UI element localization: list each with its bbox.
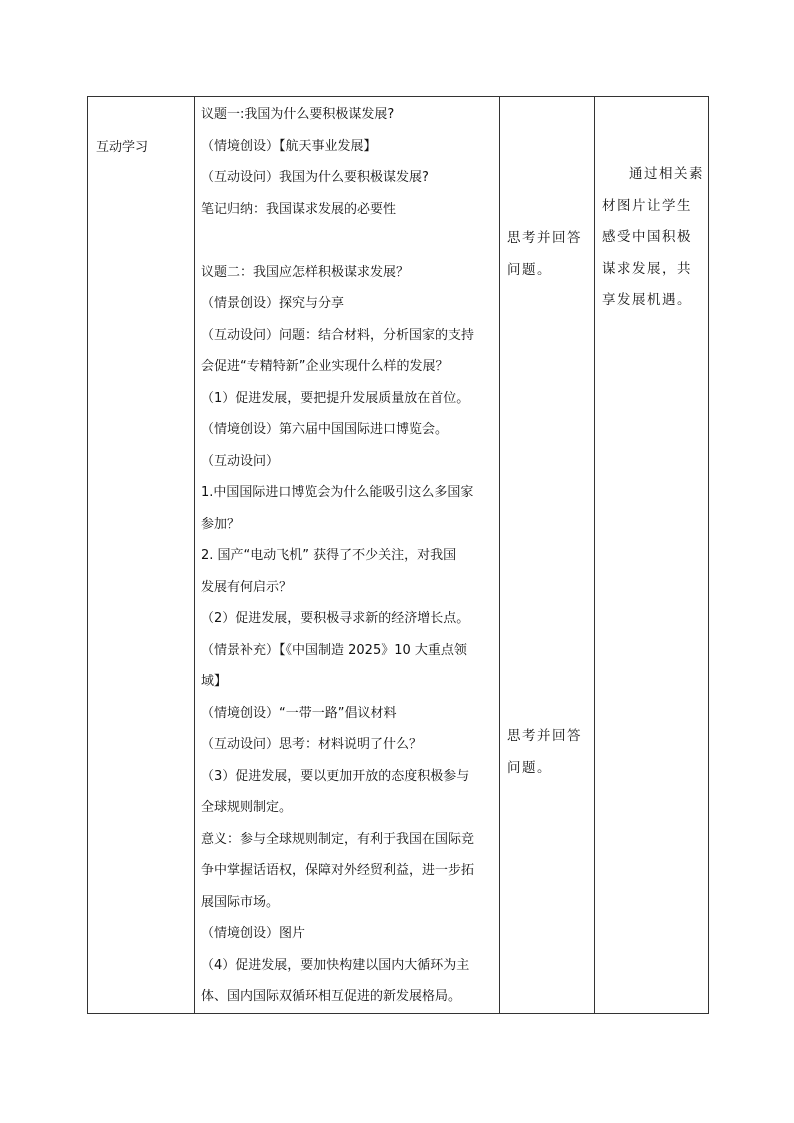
content-line: （情境创设）“一带一路”倡议材料 xyxy=(201,705,397,721)
content-line: （互动设问）思考：材料说明了什么？ xyxy=(201,737,423,752)
content-line: （情景创设）探究与分享 xyxy=(201,296,345,311)
row-label: 互动学习 xyxy=(96,140,149,155)
content-line: （互动设问）问题：结合材料，分析国家的支持 xyxy=(201,327,475,343)
content-line: 议题二：我国应怎样积极谋求发展？ xyxy=(201,264,410,280)
lesson-plan-table xyxy=(87,96,709,1014)
content-line: （互动设问） xyxy=(201,453,280,469)
content-line: 全球规则制定。 xyxy=(201,800,293,815)
content-line: （情景补充）【《中国制造 2025》10 大重点领 xyxy=(201,642,467,658)
teacher-activity-cell xyxy=(195,97,500,1014)
content-line: 体、国内国际双循环相互促进的新发展格局。 xyxy=(201,989,462,1004)
student-activity-text-1: 思考并回答问题。 xyxy=(507,230,582,278)
content-line: 展国际市场。 xyxy=(201,894,280,910)
content-line: 争中掌握话语权，保障对外经贸利益，进一步拓 xyxy=(201,863,475,878)
content-line: （情境创设）【航天事业发展】 xyxy=(201,138,377,154)
content-line: （2）促进发展，要积极寻求新的经济增长点。 xyxy=(201,611,470,626)
content-line: 2. 国产“电动飞机” 获得了不少关注，对我国 xyxy=(201,548,457,563)
content-line: 1.中国国际进口博览会为什么能吸引这么多国家 xyxy=(201,485,474,500)
content-line: 笔记归纳：我国谋求发展的必要性 xyxy=(201,201,397,217)
design-intent-text: 通过相关素材图片让学生感受中国积极谋求发展，共享发展机遇。 xyxy=(602,166,704,308)
design-intent-cell xyxy=(595,97,709,1014)
content-line: （互动设问）我国为什么要积极谋发展? xyxy=(201,170,429,185)
content-line: 域】 xyxy=(201,674,228,689)
content-line: （4）促进发展，要加快构建以国内大循环为主 xyxy=(201,957,470,973)
student-activity-text-2: 思考并回答问题。 xyxy=(507,728,582,776)
content-line: 会促进“专精特新”企业实现什么样的发展？ xyxy=(201,359,449,374)
blank-line xyxy=(201,225,494,257)
table-row xyxy=(88,97,709,1014)
content-line: （3）促进发展，要以更加开放的态度积极参与 xyxy=(201,768,470,784)
content-line: 发展有何启示？ xyxy=(201,579,293,595)
content-line: （1）促进发展，要把提升发展质量放在首位。 xyxy=(201,390,470,406)
student-activity-cell xyxy=(500,97,595,1014)
content-line: 参加？ xyxy=(201,516,241,532)
content-line: （情境创设）第六届中国国际进口博览会。 xyxy=(201,422,449,437)
teacher-activity-lines xyxy=(201,99,494,1013)
row-label-cell xyxy=(88,97,195,1014)
content-line: （情境创设）图片 xyxy=(201,926,306,941)
content-line: 意义：参与全球规则制定，有利于我国在国际竞 xyxy=(201,831,475,847)
content-line: 议题一:我国为什么要积极谋发展? xyxy=(201,107,395,122)
